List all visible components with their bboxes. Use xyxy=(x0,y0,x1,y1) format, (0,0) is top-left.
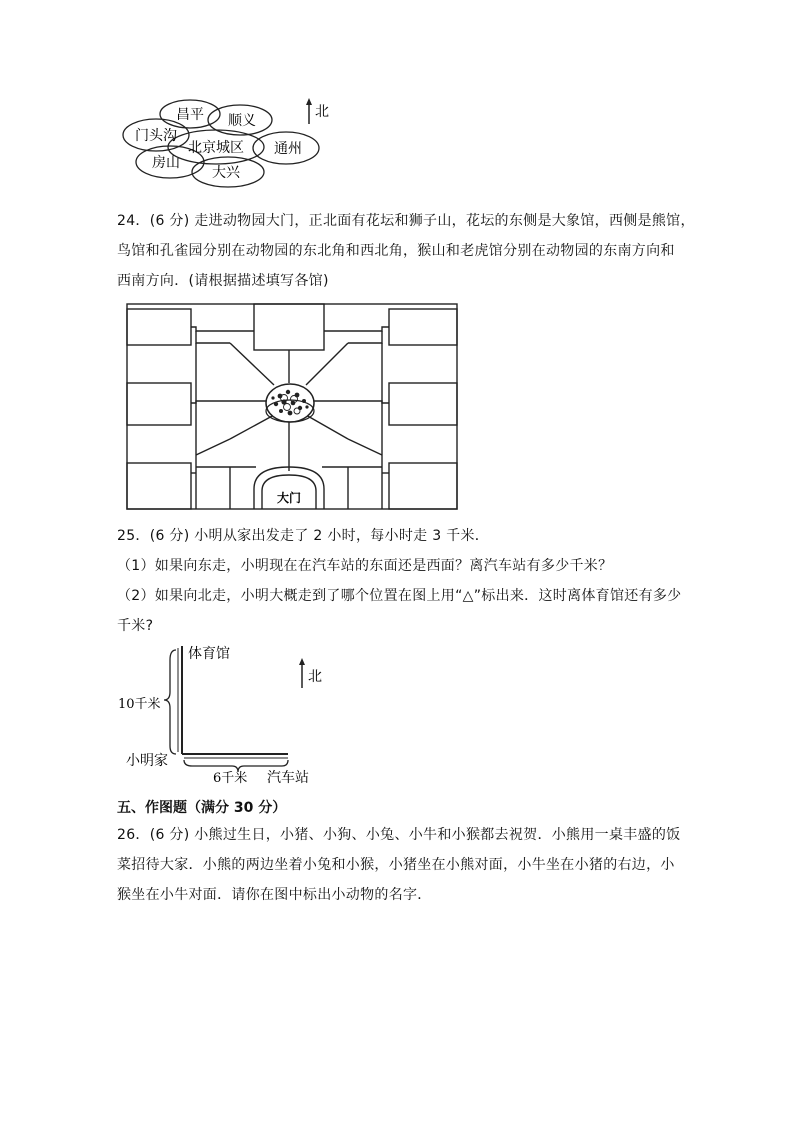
q26-line-1: 26．(6 分) 小熊过生日，小猪、小狗、小兔、小牛和小猴都去祝贺．小熊用一桌丰盛的饭 xyxy=(117,827,681,843)
q24-line-1: 24．(6 分) 走进动物园大门，正北面有花坛和狮子山，花坛的东侧是大象馆，西侧是熊馆， xyxy=(117,213,695,229)
north-arrow-icon xyxy=(306,98,312,124)
pavilion-southwest xyxy=(127,463,191,509)
gate-label: 大门 xyxy=(276,491,302,505)
district-shunyi: 顺义 xyxy=(228,113,256,129)
question-24 xyxy=(117,206,697,296)
q24-line-3: 西南方向．(请根据描述填写各馆) xyxy=(117,273,329,289)
route-diagram xyxy=(118,640,358,785)
pavilion-east xyxy=(389,383,457,425)
bus-station-label: 汽车站 xyxy=(267,770,309,785)
pavilion-northeast xyxy=(389,309,457,345)
diagram-north-label: 北 xyxy=(308,669,322,685)
district-tongzhou: 通州 xyxy=(274,141,302,157)
beijing-district-map xyxy=(118,92,348,192)
pavilion-north xyxy=(254,304,324,350)
q24-line-2: 鸟馆和孔雀园分别在动物园的东北角和西北角，猴山和老虎馆分别在动物园的东南方向和 xyxy=(117,243,675,259)
question-26 xyxy=(117,820,697,910)
flower-bed-icon xyxy=(266,384,314,422)
zoo-layout-diagram xyxy=(126,303,458,513)
q25-line-2: （1）如果向东走，小明现在在汽车站的东面还是西面？离汽车站有多少千米？ xyxy=(117,558,613,574)
map-north-label: 北 xyxy=(315,104,329,120)
q25-line-1: 25．(6 分) 小明从家出发走了 2 小时，每小时走 3 千米． xyxy=(117,528,490,544)
district-mentougou: 门头沟 xyxy=(135,128,177,144)
gym-label: 体育馆 xyxy=(188,646,230,662)
north-distance-brace xyxy=(164,650,176,754)
question-25 xyxy=(117,521,697,641)
district-daxing: 大兴 xyxy=(212,165,240,181)
q25-line-3: （2）如果向北走，小明大概走到了哪个位置在图上用“△”标出来．这时离体育馆还有多少 xyxy=(117,588,682,604)
district-changping: 昌平 xyxy=(176,107,204,123)
pavilion-northwest xyxy=(127,309,191,345)
pavilion-west xyxy=(127,383,191,425)
q25-line-4: 千米? xyxy=(117,618,154,634)
district-fangshan: 房山 xyxy=(152,155,180,171)
q26-line-2: 菜招待大家．小熊的两边坐着小兔和小猴，小猪坐在小熊对面，小牛坐在小猪的右边，小 xyxy=(117,857,675,873)
north-distance-label: 10千米 xyxy=(118,697,161,712)
pavilion-southeast xyxy=(389,463,457,509)
east-distance-label: 6千米 xyxy=(213,771,248,785)
north-arrow-icon xyxy=(299,658,305,688)
q26-line-3: 猴坐在小牛对面．请你在图中标出小动物的名字． xyxy=(117,887,432,903)
home-label: 小明家 xyxy=(126,753,168,769)
district-beijing-city: 北京城区 xyxy=(188,140,244,156)
section-5-heading: 五、作图题（满分 30 分） xyxy=(117,800,287,816)
